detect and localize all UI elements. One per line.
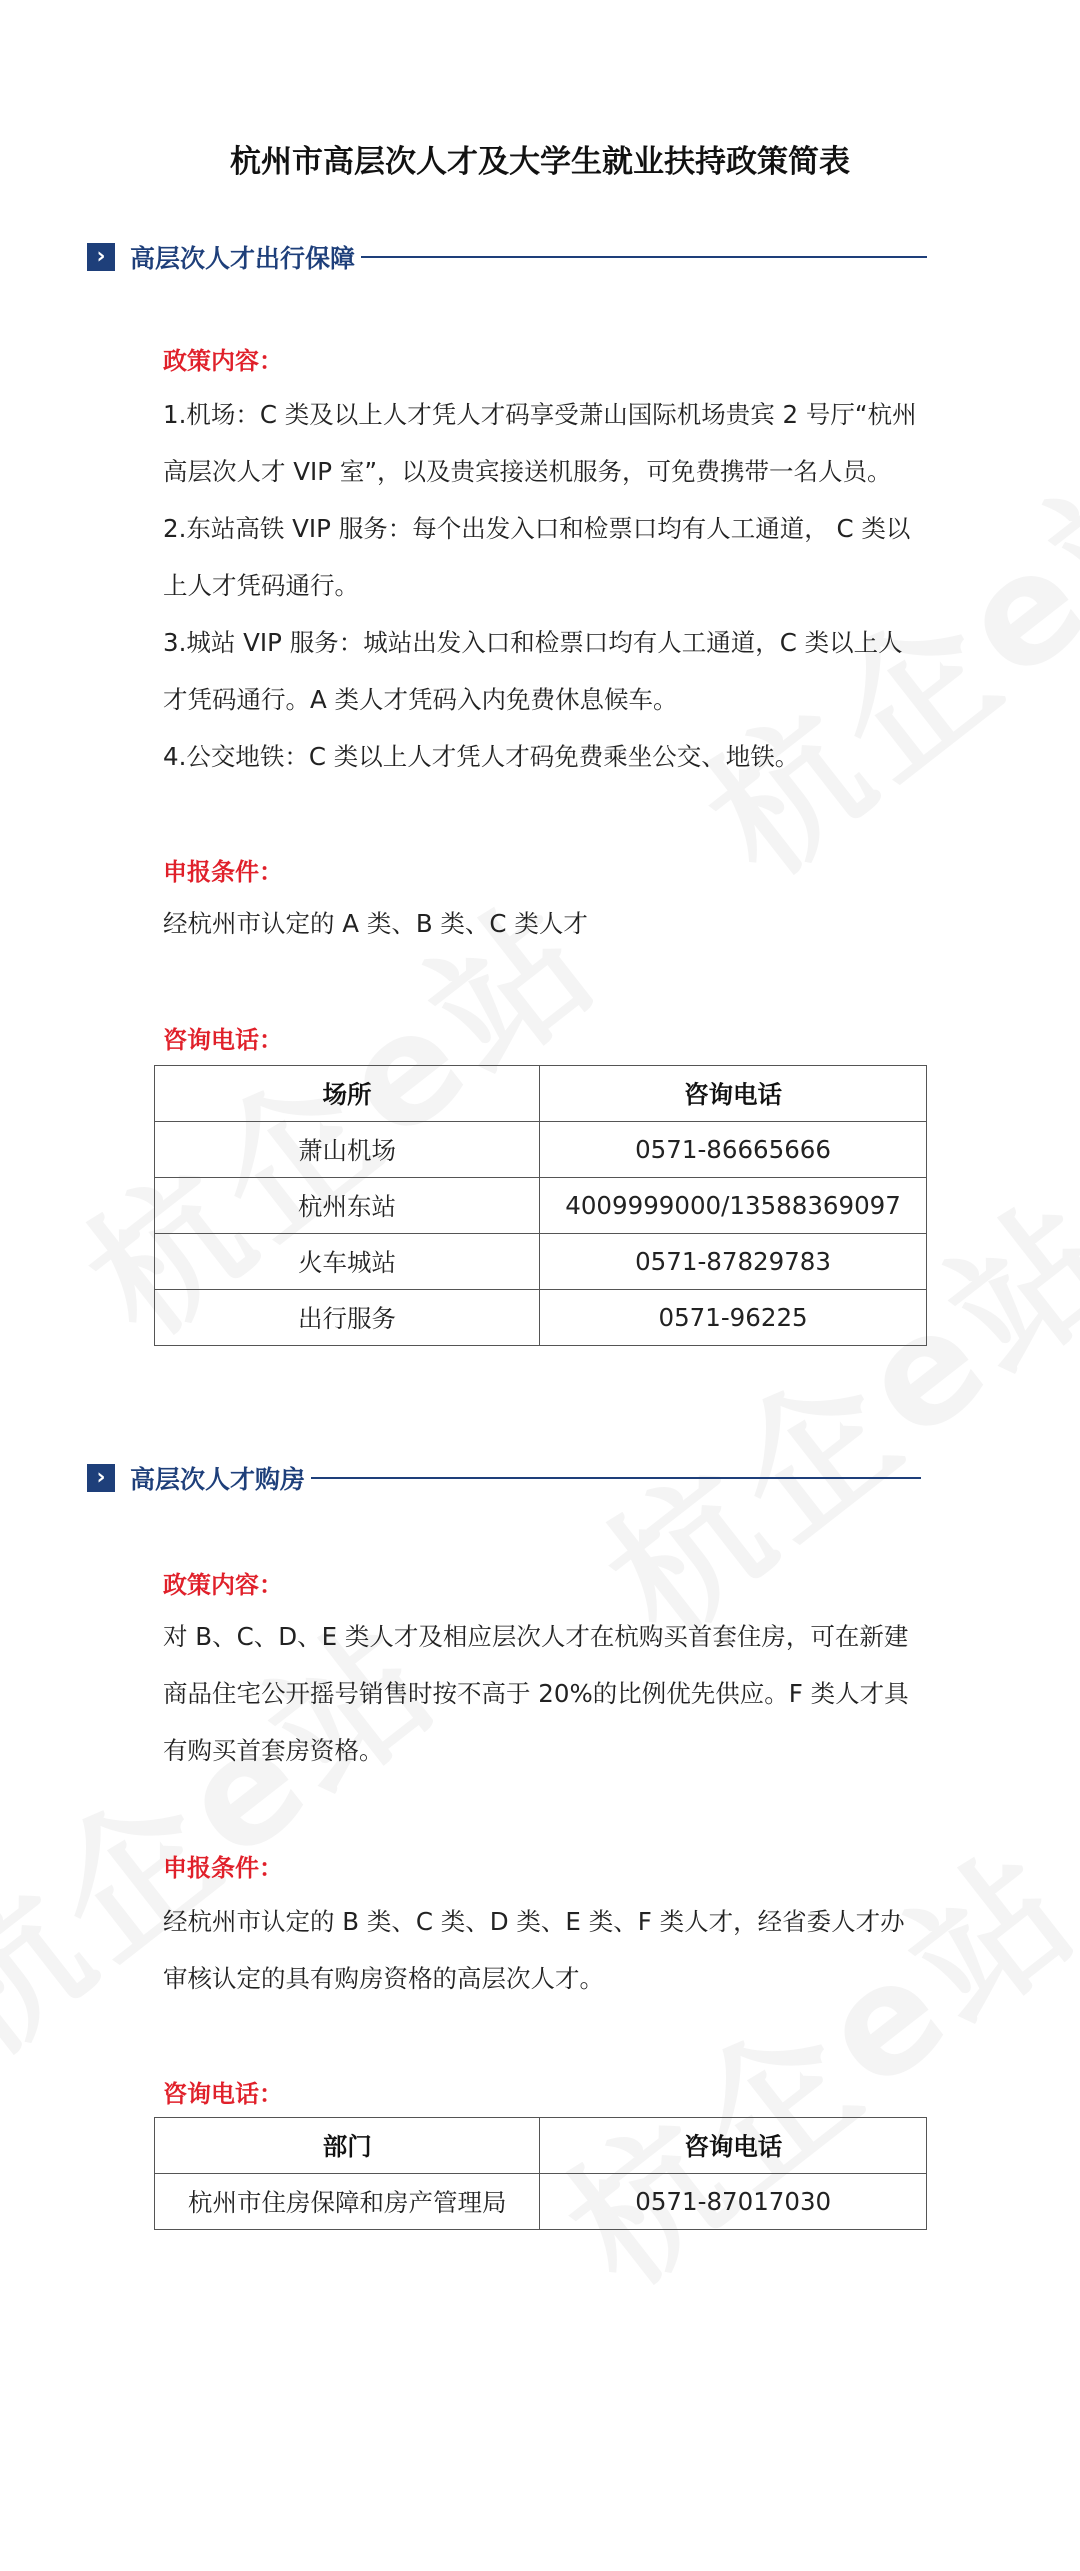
section-divider	[311, 1477, 921, 1479]
watermark	[516, 1791, 1080, 2326]
contact-table-housing	[154, 2117, 927, 2230]
department-cell: 杭州市住房保障和房产管理局	[155, 2174, 540, 2230]
table-header-row	[155, 2118, 927, 2174]
section-header-travel	[87, 242, 927, 272]
policy-label: 政策内容：	[163, 1571, 283, 1599]
phone-cell: 0571-87829783	[540, 1234, 927, 1290]
policy-line: 4.公交地铁：C 类以上人才凭人才码免费乘坐公交、地铁。	[163, 742, 800, 771]
column-header: 场所	[155, 1066, 540, 1122]
column-header: 咨询电话	[540, 1066, 927, 1122]
table-row	[155, 2174, 927, 2230]
venue-cell: 萧山机场	[155, 1122, 540, 1178]
phone-cell: 0571-96225	[540, 1290, 927, 1346]
phone-cell: 0571-87017030	[540, 2174, 927, 2230]
table-row	[155, 1290, 927, 1346]
section-divider	[361, 256, 927, 258]
policy-label: 政策内容：	[163, 347, 283, 375]
chevron-right-icon: ›	[87, 1464, 115, 1492]
phone-cell: 4009999000/13588369097	[540, 1178, 927, 1234]
condition-text: 经杭州市认定的 A 类、B 类、C 类人才	[163, 909, 588, 938]
phone-cell: 0571-86665666	[540, 1122, 927, 1178]
page-title: 杭州市高层次人才及大学生就业扶持政策简表	[230, 144, 850, 180]
policy-content: 对 B、C、D、E 类人才及相应层次人才在杭购买首套住房，可在新建商品住宅公开摇号销售时按不高于 20%的比例优先供应。F 类人才具有购买首套房资格。	[163, 1622, 909, 1765]
table-row	[155, 1178, 927, 1234]
section-title: 高层次人才出行保障	[130, 244, 356, 273]
policy-line: 3.城站 VIP 服务：城站出发入口和检票口均有人工通道，C 类以上人才凭码通行。A 类人才凭码入内免费休息候车。	[163, 628, 903, 714]
venue-cell: 出行服务	[155, 1290, 540, 1346]
contact-table-travel	[154, 1065, 927, 1346]
table-header-row	[155, 1066, 927, 1122]
section-title: 高层次人才购房	[130, 1465, 306, 1494]
contact-label: 咨询电话：	[163, 2080, 283, 2108]
policy-line: 2.东站高铁 VIP 服务：每个出发入口和检票口均有人工通道， C 类以上人才凭码通行。	[163, 514, 911, 600]
venue-cell: 杭州东站	[155, 1178, 540, 1234]
condition-label: 申报条件：	[163, 1854, 283, 1882]
condition-text: 经杭州市认定的 B 类、C 类、D 类、E 类、F 类人才，经省委人才办审核认定的具有购房资格的高层次人才。	[163, 1907, 905, 1993]
policy-line: 1.机场：C 类及以上人才凭人才码享受萧山国际机场贵宾 2 号厅“杭州高层次人才 VIP 室”，以及贵宾接送机服务，可免费携带一名人员。	[163, 400, 917, 486]
chevron-right-icon: ›	[87, 243, 115, 271]
table-row	[155, 1122, 927, 1178]
column-header: 咨询电话	[540, 2118, 927, 2174]
section-header-housing	[87, 1463, 921, 1493]
contact-label: 咨询电话：	[163, 1026, 283, 1054]
table-row	[155, 1234, 927, 1290]
policy-content	[163, 386, 923, 785]
column-header: 部门	[155, 2118, 540, 2174]
condition-label: 申报条件：	[163, 858, 283, 886]
venue-cell: 火车城站	[155, 1234, 540, 1290]
